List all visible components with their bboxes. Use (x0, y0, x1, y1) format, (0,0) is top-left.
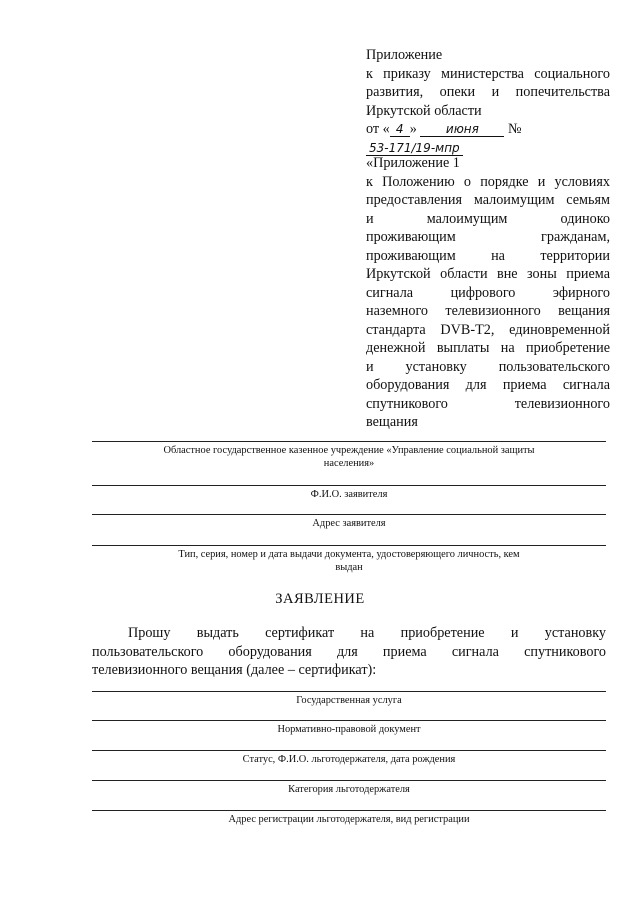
appendix-line: сигнала цифрового эфирного (366, 284, 610, 301)
appendix-line: оборудования для приема сигнала (366, 377, 610, 393)
date-day: 4 (390, 122, 410, 137)
institution-field[interactable] (92, 441, 606, 470)
applicant-address-field[interactable] (92, 514, 606, 530)
annex-header (366, 46, 610, 157)
applicant-name-field[interactable] (92, 485, 606, 501)
order-number: 53-171/19-мпр (366, 141, 463, 156)
service-caption: Государственная услуга (296, 695, 402, 706)
service-field[interactable] (92, 691, 606, 707)
registration-address-field[interactable] (92, 810, 606, 826)
document-caption-2: выдан (335, 562, 363, 573)
applicant-name-caption: Ф.И.О. заявителя (310, 489, 388, 500)
document-caption-1: Тип, серия, номер и дата выдачи документа, удостоверяющего личность, кем (178, 549, 520, 560)
body-line-3: телевизионного вещания (далее – сертификат): (92, 662, 377, 678)
annex-line-4: Иркутской области (366, 102, 482, 119)
appendix-line: вещания (366, 414, 418, 430)
appendix-line: стандарта DVB-T2, единовременной (366, 321, 610, 338)
appendix-line: Иркутской области вне зоны приема (366, 266, 610, 282)
appendix-line: спутникового телевизионного (366, 395, 610, 412)
appendix-line: «Приложение 1 (366, 155, 460, 171)
body-line-2: пользовательского оборудования для приема сигнала спутникового (92, 643, 606, 660)
appendix-line: и малоимущим одиноко (366, 210, 610, 227)
appendix-line: проживающим на территории (366, 247, 610, 264)
appendix-block (366, 154, 610, 432)
registration-caption: Адрес регистрации льготодержателя, вид регистрации (228, 814, 470, 825)
appendix-line: к Положению о порядке и условиях (366, 173, 610, 190)
annex-line-3: развития, опеки и попечительства (366, 84, 610, 100)
appendix-line: наземного телевизионного вещания (366, 303, 610, 319)
appendix-line: денежной выплаты на приобретение (366, 340, 610, 356)
appendix-line: и установку пользовательского (366, 358, 610, 375)
application-text (92, 624, 606, 680)
annex-line-1: Приложение (366, 47, 443, 63)
category-caption: Категория льготодержателя (288, 784, 410, 795)
body-line-1: Прошу выдать сертификат на приобретение и установку (128, 625, 606, 641)
institution-caption-2: населения» (323, 458, 375, 469)
date-mid: » (409, 121, 417, 137)
normative-document-field[interactable] (92, 720, 606, 736)
date-prefix: от « (366, 121, 390, 137)
date-month: июня (420, 122, 504, 137)
page-title: ЗАЯВЛЕНИЕ (275, 591, 365, 607)
status-caption: Статус, Ф.И.О. льготодержателя, дата рождения (242, 754, 456, 765)
applicant-address-caption: Адрес заявителя (312, 518, 386, 529)
normative-caption: Нормативно-правовой документ (277, 724, 421, 735)
annex-line-2: к приказу министерства социального (366, 65, 610, 82)
appendix-line: проживающим гражданам, (366, 229, 610, 245)
institution-caption-1: Областное государственное казенное учреждение «Управление социальной защиты (163, 445, 535, 456)
identity-document-field[interactable] (92, 545, 606, 574)
number-prefix: № (507, 121, 522, 137)
appendix-line: предоставления малоимущим семьям (366, 192, 610, 208)
annex-date-line (366, 120, 610, 157)
beneficiary-category-field[interactable] (92, 780, 606, 796)
beneficiary-status-field[interactable] (92, 750, 606, 766)
